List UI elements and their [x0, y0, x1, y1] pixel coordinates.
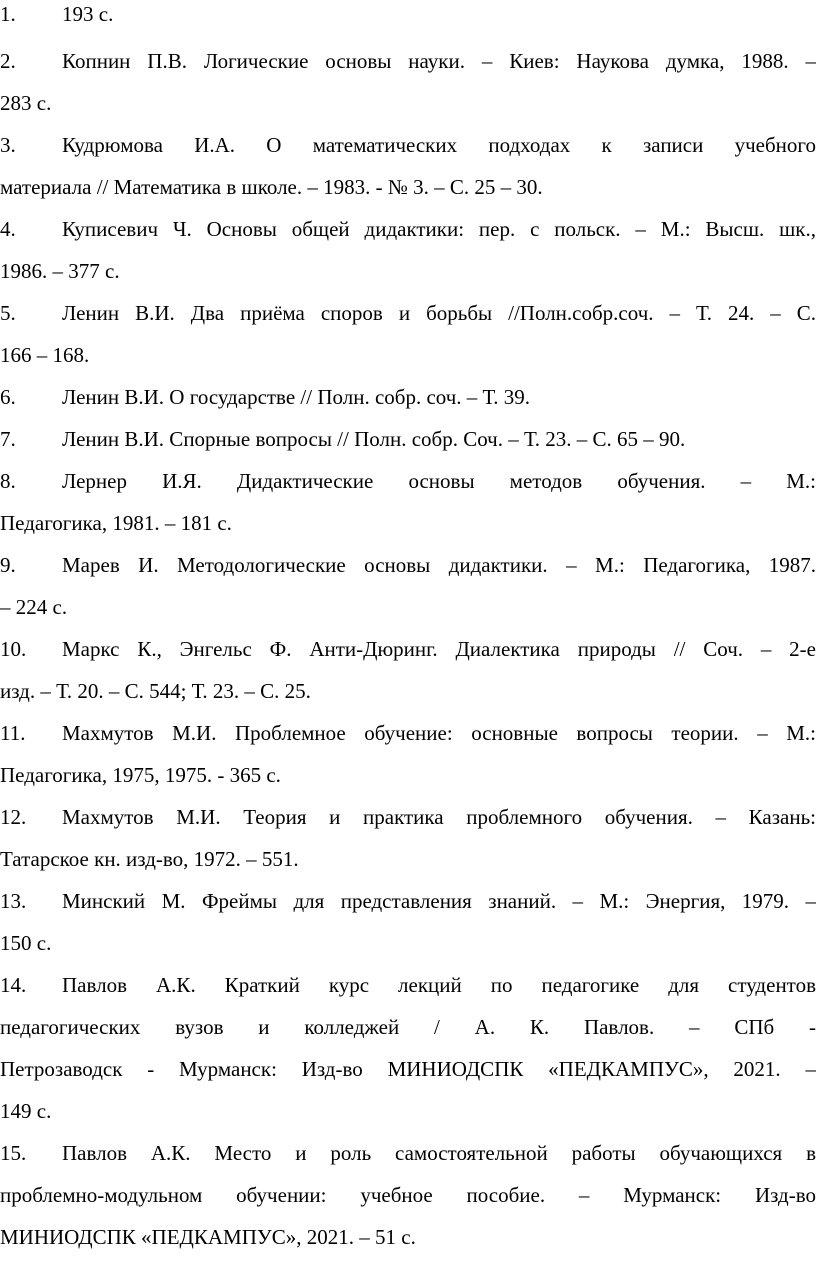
reference-text: МИНИОДСПК «ПЕДКАМПУС», 2021. – 51 с. [0, 1225, 416, 1249]
reference-item-8 [0, 461, 816, 501]
reference-item-10 [0, 629, 816, 669]
reference-number: 9. [0, 553, 16, 577]
reference-text: Павлов А.К. Краткий курс лекций по педагогике для студентов [62, 973, 816, 997]
reference-text: Татарское кн. изд-во, 1972. – 551. [0, 847, 299, 871]
reference-continuation [0, 587, 816, 627]
reference-text: – 224 с. [0, 595, 68, 619]
reference-text: проблемно-модульном обучении: учебное пособие. – Мурманск: Изд-во [0, 1183, 816, 1207]
reference-text: Ленин В.И. Спорные вопросы // Полн. собр. Соч. – Т. 23. – С. 65 – 90. [62, 427, 686, 451]
reference-number: 1. [0, 2, 16, 26]
reference-number: 15. [0, 1141, 27, 1165]
reference-item-2 [0, 41, 816, 81]
reference-number: 14. [0, 973, 27, 997]
reference-continuation [0, 251, 816, 291]
reference-continuation [0, 1217, 816, 1257]
reference-number: 5. [0, 301, 16, 325]
reference-text: Петрозаводск - Мурманск: Изд-во МИНИОДСПК «ПЕДКАМПУС», 2021. – [0, 1057, 816, 1081]
reference-item-15 [0, 1133, 816, 1173]
reference-continuation [0, 755, 816, 795]
reference-text: материала // Математика в школе. – 1983. - № 3. – С. 25 – 30. [0, 175, 543, 199]
reference-text: изд. – Т. 20. – С. 544; Т. 23. – С. 25. [0, 679, 311, 703]
reference-continuation [0, 83, 816, 123]
reference-item-3 [0, 125, 816, 165]
reference-continuation [0, 503, 816, 543]
reference-continuation [0, 923, 816, 963]
reference-text: Махмутов М.И. Проблемное обучение: основные вопросы теории. – М.: [62, 721, 816, 745]
reference-number: 6. [0, 385, 16, 409]
reference-continuation [0, 839, 816, 879]
reference-continuation [0, 167, 816, 207]
reference-text: Ленин В.И. Два приёма споров и борьбы //Полн.собр.соч. – Т. 24. – С. [62, 301, 816, 325]
reference-item-4 [0, 209, 816, 249]
reference-text: Павлов А.К. Место и роль самостоятельной работы обучающихся в [62, 1141, 816, 1165]
reference-item-11 [0, 713, 816, 753]
reference-text: 283 с. [0, 91, 52, 115]
reference-text: педагогических вузов и колледжей / А. К. Павлов. – СПб - [0, 1015, 816, 1039]
reference-continuation [0, 1175, 816, 1215]
reference-text: Марев И. Методологические основы дидактики. – М.: Педагогика, 1987. [62, 553, 816, 577]
reference-item-14 [0, 965, 816, 1005]
reference-item-1 [0, 0, 816, 34]
reference-text: Махмутов М.И. Теория и практика проблемного обучения. – Казань: [62, 805, 816, 829]
reference-text: Копнин П.В. Логические основы науки. – Киев: Наукова думка, 1988. – [62, 49, 816, 73]
reference-number: 10. [0, 637, 27, 661]
reference-continuation [0, 671, 816, 711]
reference-number: 4. [0, 217, 16, 241]
reference-continuation [0, 335, 816, 375]
reference-item-5 [0, 293, 816, 333]
reference-number: 7. [0, 427, 16, 451]
reference-text: 1986. – 377 с. [0, 259, 120, 283]
reference-text: Ленин В.И. О государстве // Полн. собр. соч. – Т. 39. [62, 385, 531, 409]
reference-text: Педагогика, 1981. – 181 с. [0, 511, 232, 535]
reference-item-9 [0, 545, 816, 585]
reference-continuation [0, 1049, 816, 1089]
reference-text: 149 с. [0, 1099, 52, 1123]
reference-text: Минский М. Фреймы для представления знаний. – М.: Энергия, 1979. – [62, 889, 816, 913]
reference-item-13 [0, 881, 816, 921]
reference-item-12 [0, 797, 816, 837]
reference-text: 150 с. [0, 931, 52, 955]
reference-text: Педагогика, 1975, 1975. - 365 с. [0, 763, 281, 787]
reference-item-6 [0, 377, 816, 417]
reference-text: 166 – 168. [0, 343, 90, 367]
reference-text: Лернер И.Я. Дидактические основы методов обучения. – М.: [62, 469, 816, 493]
reference-number: 8. [0, 469, 16, 493]
reference-item-7 [0, 419, 816, 459]
reference-number: 11. [0, 721, 26, 745]
reference-continuation [0, 1007, 816, 1047]
reference-text: Куписевич Ч. Основы общей дидактики: пер. с польск. – М.: Высш. шк., [62, 217, 816, 241]
reference-number: 2. [0, 49, 16, 73]
reference-number: 13. [0, 889, 27, 913]
reference-text: 193 с. [62, 2, 114, 26]
reference-text: Кудрюмова И.А. О математических подходах к записи учебного [62, 133, 816, 157]
reference-continuation [0, 1091, 816, 1131]
reference-number: 12. [0, 805, 27, 829]
reference-text: Маркс К., Энгельс Ф. Анти-Дюринг. Диалектика природы // Соч. – 2-е [62, 637, 816, 661]
reference-number: 3. [0, 133, 16, 157]
